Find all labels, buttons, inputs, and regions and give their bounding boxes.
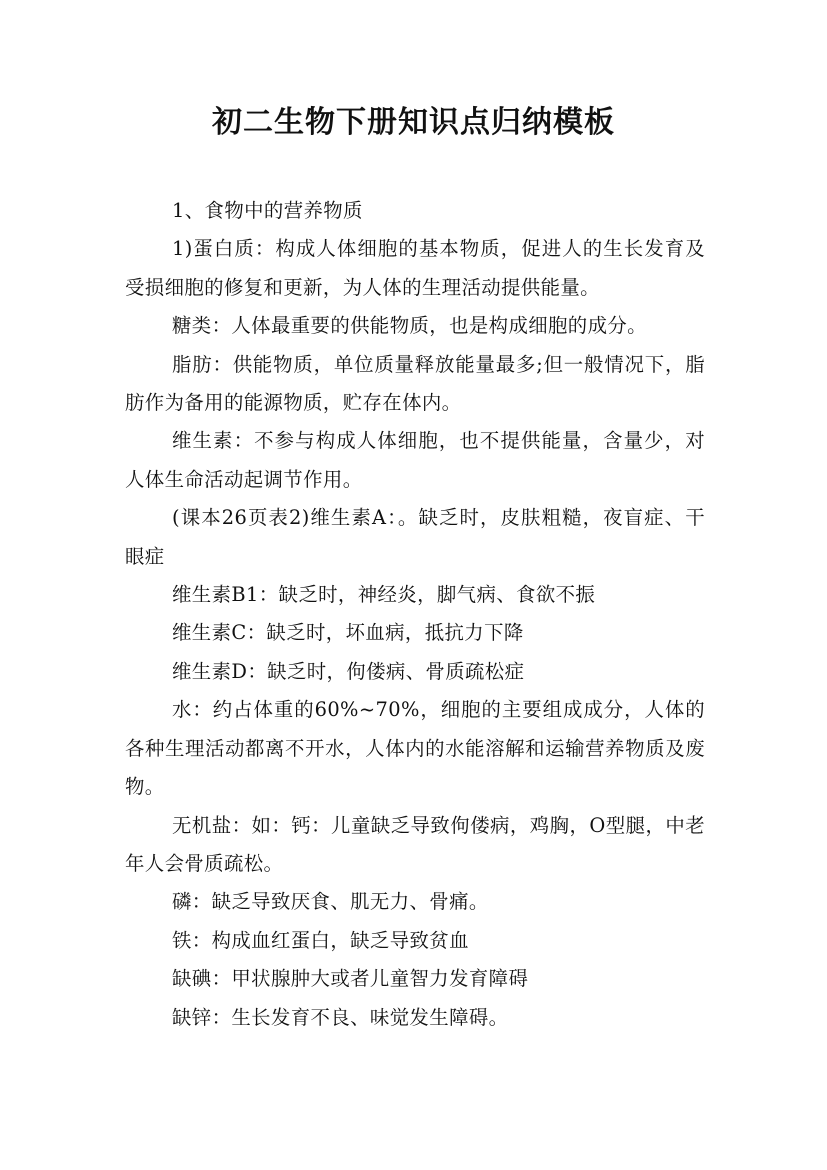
paragraph-vitamin-d: 维生素D：缺乏时，佝偻病、骨质疏松症 <box>172 659 525 683</box>
document-title: 初二生物下册知识点归纳模板 <box>212 105 615 140</box>
paragraph-water: 水：约占体重的60%~70%，细胞的主要组成成分，人体的各种生理活动都离不开水，人体内的水能溶解和运输营养物质及废物。 <box>125 698 705 799</box>
paragraph-iron: 铁：构成血红蛋白，缺乏导致贫血 <box>172 928 469 952</box>
paragraph-phosphorus: 磷：缺乏导致厌食、肌无力、骨痛。 <box>172 890 489 914</box>
paragraph-iodine: 缺碘：甲状腺肿大或者儿童智力发育障碍 <box>172 967 529 991</box>
paragraph-protein: 1)蛋白质：构成人体细胞的基本物质，促进人的生长发育及受损细胞的修复和更新，为人体的生理活动提供能量。 <box>125 237 705 299</box>
paragraph-vitamins: 维生素：不参与构成人体细胞，也不提供能量，含量少，对人体生命活动起调节作用。 <box>125 429 705 491</box>
paragraph-minerals-calcium: 无机盐：如：钙：儿童缺乏导致佝偻病，鸡胸，O型腿，中老年人会骨质疏松。 <box>125 813 705 875</box>
paragraph-vitamin-c: 维生素C：缺乏时，坏血病，抵抗力下降 <box>172 621 524 645</box>
paragraph-vitamin-a: (课本26页表2)维生素A：。缺乏时，皮肤粗糙，夜盲症、干眼症 <box>125 506 705 568</box>
paragraph-carbohydrates: 糖类：人体最重要的供能物质，也是构成细胞的成分。 <box>172 314 647 338</box>
paragraph-fat: 脂肪：供能物质，单位质量释放能量最多;但一般情况下，脂肪作为备用的能源物质，贮存在体内。 <box>125 352 705 415</box>
paragraph-section-heading: 1、食物中的营养物质 <box>172 199 363 222</box>
paragraph-zinc: 缺锌：生长发育不良、味觉发生障碍。 <box>172 1005 509 1029</box>
document-body <box>125 192 705 1037</box>
paragraph-vitamin-b1: 维生素B1：缺乏时，神经炎，脚气病、食欲不振 <box>172 583 596 607</box>
